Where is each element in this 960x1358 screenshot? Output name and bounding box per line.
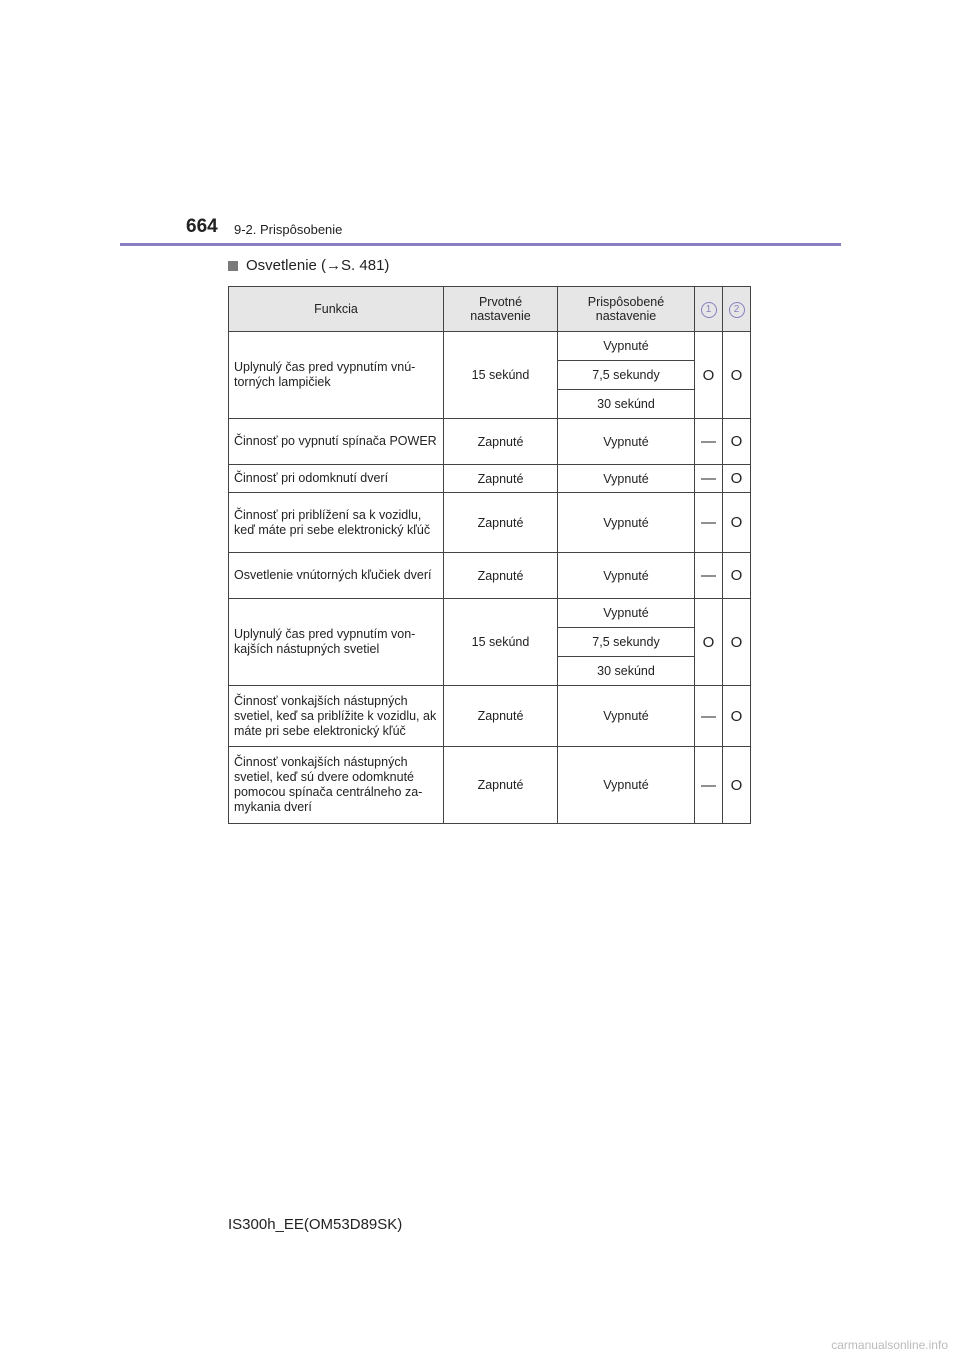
- square-bullet-icon: [228, 261, 238, 271]
- col-2-cell: O: [723, 747, 751, 824]
- table-row: [229, 553, 751, 599]
- circled-number-2-icon: 2: [729, 302, 745, 318]
- initial-cell: Zapnuté: [444, 419, 558, 465]
- initial-cell: Zapnuté: [444, 465, 558, 493]
- col-1-cell: O: [695, 332, 723, 419]
- function-cell: Uplynulý čas pred vypnutím vnú-torných lampičiek: [229, 332, 444, 419]
- col-2-cell: O: [723, 419, 751, 465]
- initial-cell: Zapnuté: [444, 553, 558, 599]
- table-row: [229, 686, 751, 747]
- function-cell: Činnosť pri priblížení sa k vozidlu, keď máte pri sebe elektronický kľúč: [229, 493, 444, 553]
- custom-option: Vypnuté: [558, 493, 695, 553]
- function-cell: Činnosť vonkajších nástupných svetiel, keď sú dvere odomknuté pomocou spínača centrálneho za-mykania dverí: [229, 747, 444, 824]
- manual-code: IS300h_EE(OM53D89SK): [228, 1216, 403, 1233]
- watermark: carmanualsonline.info: [831, 1338, 948, 1352]
- header-col-2: [723, 287, 751, 332]
- table-header-row: [229, 287, 751, 332]
- table-row: [229, 465, 751, 493]
- custom-option: Vypnuté: [558, 599, 695, 628]
- subsection-title: Osvetlenie (: [246, 257, 327, 274]
- subsection-heading: [228, 257, 389, 274]
- col-1-cell: —: [695, 419, 723, 465]
- header-divider: [120, 243, 841, 246]
- table-row: [229, 747, 751, 824]
- initial-cell: 15 sekúnd: [444, 599, 558, 686]
- col-2-cell: O: [723, 465, 751, 493]
- table-row: [229, 332, 751, 361]
- col-2-cell: O: [723, 553, 751, 599]
- initial-cell: Zapnuté: [444, 493, 558, 553]
- function-cell: Činnosť pri odomknutí dverí: [229, 465, 444, 493]
- function-cell: Uplynulý čas pred vypnutím von-kajších nástupných svetiel: [229, 599, 444, 686]
- col-1-cell: —: [695, 465, 723, 493]
- table-row: [229, 493, 751, 553]
- custom-option: 30 sekúnd: [558, 390, 695, 419]
- col-1-cell: —: [695, 747, 723, 824]
- settings-table: [228, 286, 751, 824]
- col-1-cell: —: [695, 553, 723, 599]
- initial-cell: Zapnuté: [444, 686, 558, 747]
- col-2-cell: O: [723, 332, 751, 419]
- page-reference[interactable]: S. 481): [341, 257, 390, 274]
- function-cell: Osvetlenie vnútorných kľučiek dverí: [229, 553, 444, 599]
- header-function: Funkcia: [229, 287, 444, 332]
- arrow-icon: →: [326, 257, 342, 274]
- table-row: [229, 419, 751, 465]
- col-2-cell: O: [723, 686, 751, 747]
- custom-option: 7,5 sekundy: [558, 361, 695, 390]
- table-row: [229, 599, 751, 628]
- custom-option: 30 sekúnd: [558, 657, 695, 686]
- col-1-cell: O: [695, 599, 723, 686]
- custom-option: Vypnuté: [558, 419, 695, 465]
- custom-option: Vypnuté: [558, 686, 695, 747]
- col-1-cell: —: [695, 493, 723, 553]
- function-cell: Činnosť vonkajších nástupných svetiel, keď sa priblížite k vozidlu, ak máte pri sebe elektronický kľúč: [229, 686, 444, 747]
- col-1-cell: —: [695, 686, 723, 747]
- header-col-1: [695, 287, 723, 332]
- function-cell: Činnosť po vypnutí spínača POWER: [229, 419, 444, 465]
- custom-option: Vypnuté: [558, 332, 695, 361]
- circled-number-1-icon: 1: [701, 302, 717, 318]
- custom-option: Vypnuté: [558, 747, 695, 824]
- section-title: 9-2. Prispôsobenie: [234, 222, 343, 237]
- col-2-cell: O: [723, 493, 751, 553]
- initial-cell: Zapnuté: [444, 747, 558, 824]
- custom-option: Vypnuté: [558, 553, 695, 599]
- col-2-cell: O: [723, 599, 751, 686]
- custom-option: Vypnuté: [558, 465, 695, 493]
- page-number: 664: [186, 216, 218, 237]
- initial-cell: 15 sekúnd: [444, 332, 558, 419]
- custom-option: 7,5 sekundy: [558, 628, 695, 657]
- header-custom: Prispôsobené nastavenie: [558, 287, 695, 332]
- header-initial: Prvotné nastavenie: [444, 287, 558, 332]
